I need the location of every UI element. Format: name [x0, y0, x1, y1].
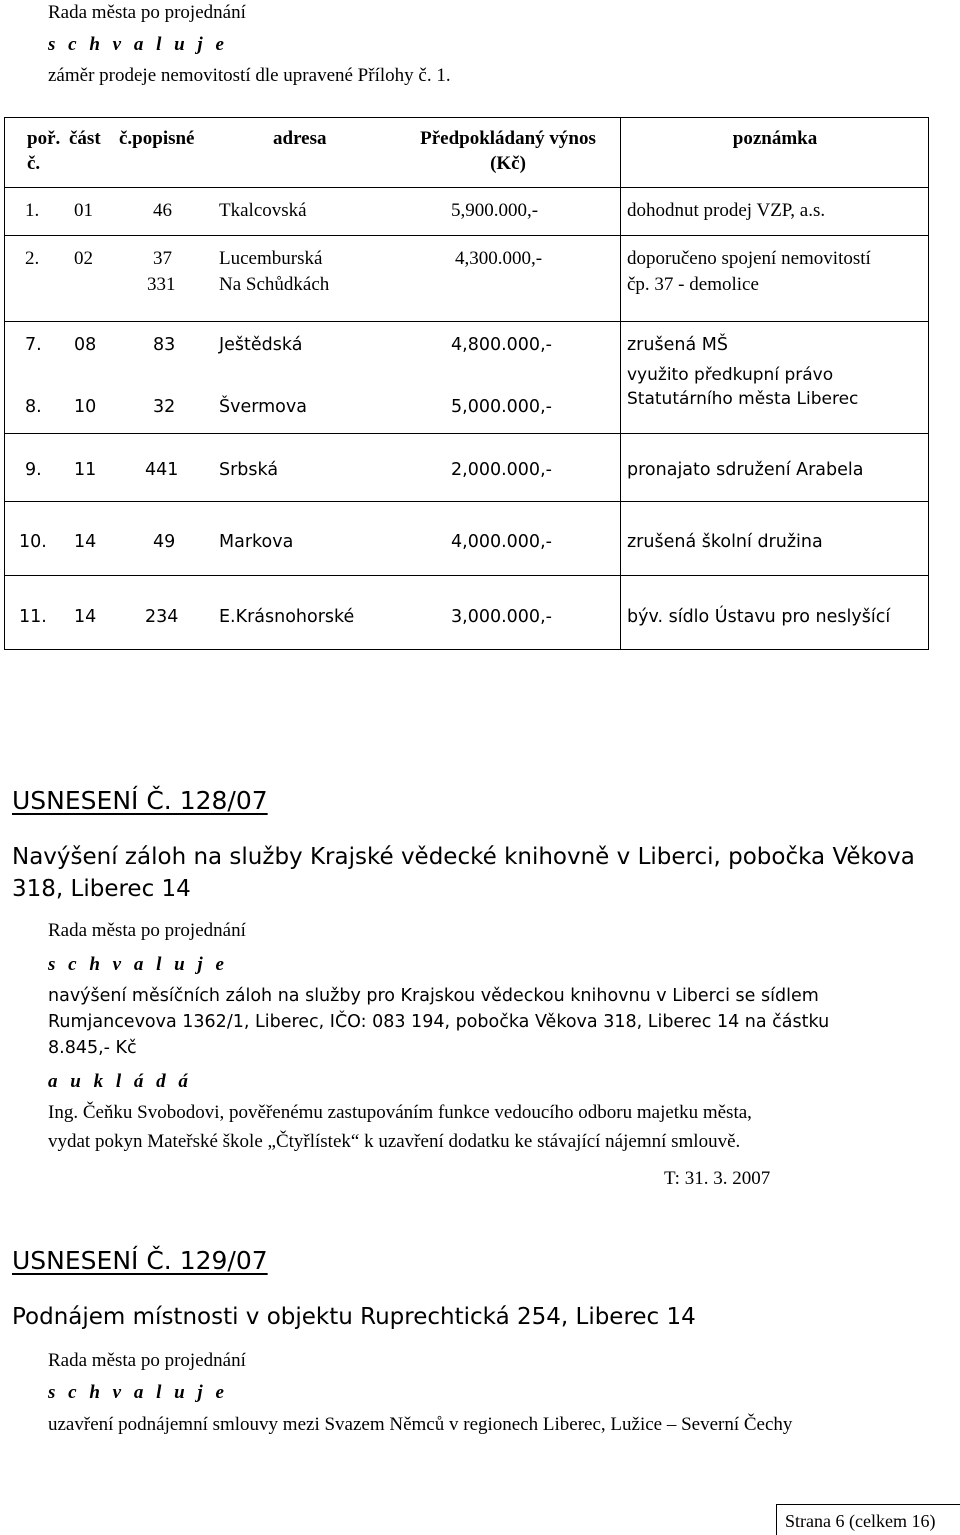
row-8-number: 8.: [25, 397, 42, 417]
property-table: [4, 117, 929, 650]
resolution-128-schvaluje: s c h v a l u j e: [48, 954, 228, 975]
row-10-cast: 14: [74, 532, 97, 552]
row-7-popisne: 83: [153, 335, 176, 355]
row-2-poznamka: doporučeno spojení nemovitostí: [627, 248, 871, 269]
header-left-cell: [5, 118, 621, 188]
resolution-128-text-2: Rumjancevova 1362/1, Liberec, IČO: 083 194, pobočka Věkova 318, Liberec 14 na částku: [48, 1012, 830, 1032]
resolution-129-schvaluje: s c h v a l u j e: [48, 1382, 228, 1403]
resolution-129-text-1: uzavření podnájemní smlouvy mezi Svazem Němců v regionech Liberec, Lužice – Severní Čechy: [48, 1414, 793, 1435]
row-1-poznamka: dohodnut prodej VZP, a.s.: [627, 200, 826, 221]
row-7-cast: 08: [74, 335, 97, 355]
header-kc: (Kč): [490, 153, 526, 174]
row-2-adresa: Lucemburská: [219, 248, 323, 269]
header-right-cell: [621, 118, 929, 188]
row-2-right: [621, 236, 929, 322]
row-11-right: [621, 576, 929, 650]
row-10-right: [621, 502, 929, 576]
row-9-right: [621, 434, 929, 502]
row-8-adresa: Švermova: [219, 397, 307, 417]
row-7-adresa: Ještědská: [219, 335, 303, 355]
row-10-left: [5, 502, 621, 576]
row-9-popisne: 441: [145, 460, 179, 480]
header-por: poř.: [27, 128, 61, 149]
row-2-popisne: 37: [153, 248, 172, 269]
row-8-poznamka: využito předkupní právo: [627, 365, 834, 385]
header-popisne: č.popisné: [119, 128, 195, 149]
row-1-right: [621, 188, 929, 236]
resolution-128-uklada: a u k l á d á: [48, 1071, 192, 1092]
row-8-cast: 10: [74, 397, 97, 417]
row-1-adresa: Tkalcovská: [219, 200, 307, 221]
row-9-vynos: 2,000.000,-: [451, 460, 552, 480]
row-11-left: [5, 576, 621, 650]
row-10-vynos: 4,000.000,-: [451, 532, 552, 552]
row-10-popisne: 49: [153, 532, 176, 552]
row-11-number: 11.: [19, 607, 47, 627]
resolution-128-task-2: vydat pokyn Mateřské škole „Čtyřlístek“ k uzavření dodatku ke stávající nájemní smlouvě.: [48, 1131, 741, 1152]
row-11-popisne: 234: [145, 607, 179, 627]
header-c: č.: [27, 153, 41, 174]
row-1-vynos: 5,900.000,-: [451, 200, 539, 221]
row-2-left: [5, 236, 621, 322]
row-2-poznamka-2: čp. 37 - demolice: [627, 274, 759, 295]
resolution-128-deadline: T: 31. 3. 2007: [664, 1168, 771, 1189]
row-9-poznamka: pronajato sdružení Arabela: [627, 460, 864, 480]
intro-schvaluje: s c h v a l u j e: [48, 34, 228, 55]
header-adresa: adresa: [273, 128, 327, 149]
row-78-right: [621, 322, 929, 434]
row-9-adresa: Srbská: [219, 460, 279, 480]
resolution-128-text-1: navýšení měsíčních záloh na služby pro Krajskou vědeckou knihovnu v Liberci se sídlem: [48, 986, 819, 1006]
row-78-left: [5, 322, 621, 434]
row-7-poznamka: zrušená MŠ: [627, 335, 728, 355]
footer-box: [776, 1504, 960, 1535]
resolution-128-text-3: 8.845,- Kč: [48, 1038, 137, 1058]
intro-rada: Rada města po projednání: [48, 2, 246, 23]
row-2-adresa-2: Na Schůdkách: [219, 274, 330, 295]
row-10-number: 10.: [19, 532, 47, 552]
row-2-popisne-2: 331: [147, 274, 176, 295]
row-8-popisne: 32: [153, 397, 176, 417]
header-cast: část: [69, 128, 101, 149]
row-11-adresa: E.Krásnohorské: [219, 607, 355, 627]
resolution-129-heading: Podnájem místnosti v objektu Ruprechtická 254, Liberec 14: [12, 1304, 696, 1330]
intro-zamer: záměr prodeje nemovitostí dle upravené Přílohy č. 1.: [48, 65, 451, 86]
row-8-poznamka-2: Statutárního města Liberec: [627, 389, 859, 409]
header-poznamka: poznámka: [732, 128, 818, 149]
resolution-129-rada: Rada města po projednání: [48, 1350, 246, 1371]
row-1-number: 1.: [25, 200, 40, 221]
row-9-left: [5, 434, 621, 502]
resolution-128-title: USNESENÍ Č. 128/07: [12, 786, 268, 815]
row-10-adresa: Markova: [219, 532, 294, 552]
resolution-128-heading-2: 318, Liberec 14: [12, 876, 191, 902]
resolution-128-rada: Rada města po projednání: [48, 920, 246, 941]
row-2-vynos: 4,300.000,-: [455, 248, 543, 269]
row-11-poznamka: býv. sídlo Ústavu pro neslyšící: [627, 607, 891, 627]
row-9-number: 9.: [25, 460, 42, 480]
row-2-number: 2.: [25, 248, 40, 269]
row-8-vynos: 5,000.000,-: [451, 397, 552, 417]
row-2-cast: 02: [74, 248, 93, 269]
page-number: Strana 6 (celkem 16): [785, 1511, 936, 1531]
row-11-cast: 14: [74, 607, 97, 627]
row-9-cast: 11: [74, 460, 97, 480]
row-1-cast: 01: [74, 200, 93, 221]
row-1-left: [5, 188, 621, 236]
resolution-128-task-1: Ing. Čeňku Svobodovi, pověřenému zastupováním funkce vedoucího odboru majetku města,: [48, 1102, 752, 1123]
row-1-popisne: 46: [153, 200, 172, 221]
row-7-vynos: 4,800.000,-: [451, 335, 552, 355]
row-7-number: 7.: [25, 335, 42, 355]
row-11-vynos: 3,000.000,-: [451, 607, 552, 627]
header-vynos: Předpokládaný výnos: [420, 128, 596, 149]
resolution-128-heading: Navýšení záloh na služby Krajské vědecké knihovně v Liberci, pobočka Věkova: [12, 844, 915, 870]
resolution-129-title: USNESENÍ Č. 129/07: [12, 1246, 268, 1275]
row-10-poznamka: zrušená školní družina: [627, 532, 823, 552]
